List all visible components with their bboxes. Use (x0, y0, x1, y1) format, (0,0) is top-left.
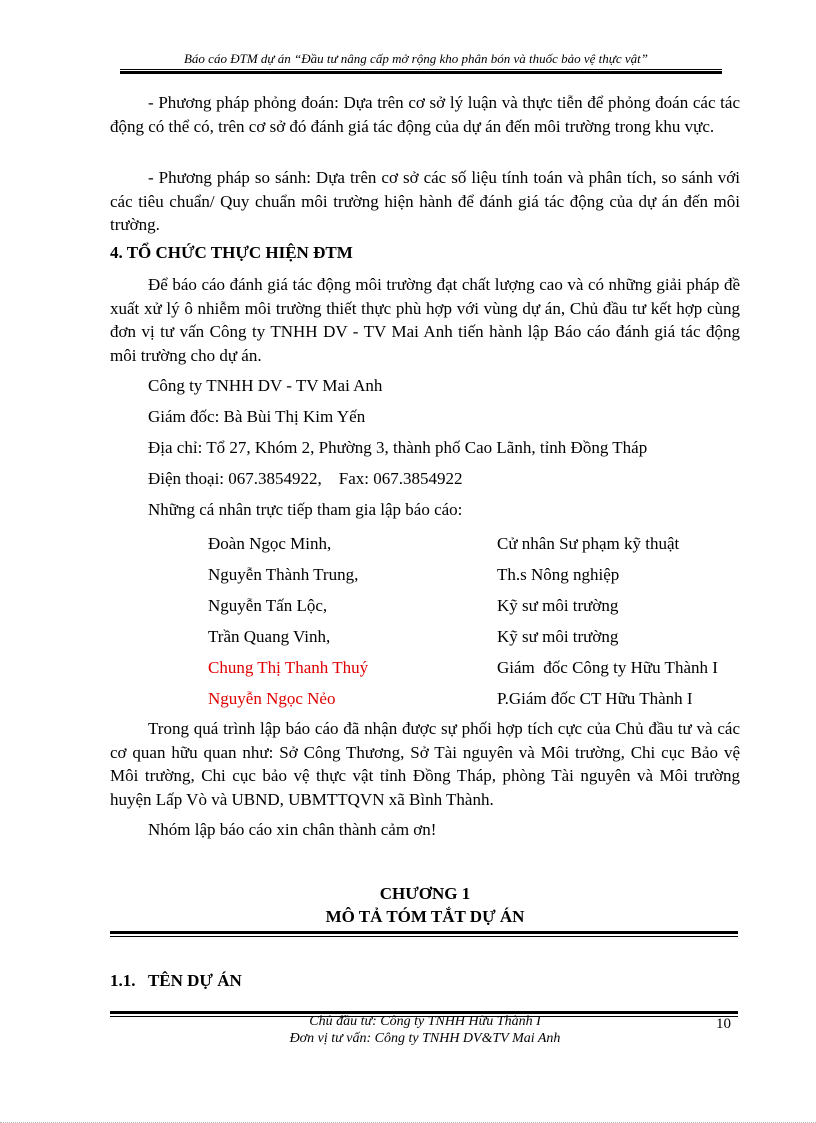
footer-consultant: Đơn vị tư vấn: Công ty TNHH DV&TV Mai Anh (289, 1031, 561, 1046)
participant-name: Trần Quang Vinh, (208, 627, 331, 646)
director-line: Giám đốc: Bà Bùi Thị Kim Yến (148, 407, 366, 426)
participant-name-highlighted: Nguyễn Ngọc Nẻo (208, 689, 336, 708)
participant-role: Cử nhân Sư phạm kỹ thuật (497, 534, 680, 553)
chapter-rule-thin (110, 936, 738, 937)
participant-name: Đoàn Ngọc Minh, (208, 534, 332, 553)
participant-role: Kỹ sư môi trường (497, 596, 619, 615)
section-1-1-heading: 1.1. TÊN DỰ ÁN (110, 971, 242, 990)
method-prediction-paragraph: - Phương pháp phỏng đoán: Dựa trên cơ sở lý luận và thực tiễn để phỏng đoán các tác động có thể có, trên cơ sở đó đánh giá tác động của dự án đến môi trường trong khu vực. (110, 93, 740, 136)
chapter-number: CHƯƠNG 1 (379, 884, 471, 903)
header-rule-thick (120, 71, 722, 74)
chapter-rule-thick (110, 931, 738, 934)
page-number: 10 (716, 1016, 731, 1032)
participants-intro: Những cá nhân trực tiếp tham gia lập báo cáo: (148, 500, 463, 519)
participant-name-highlighted: Chung Thị Thanh Thuý (208, 658, 369, 677)
participant-role: Giám đốc Công ty Hữu Thành I (497, 658, 718, 677)
header-rule-thin (120, 69, 722, 70)
participant-role: Th.s Nông nghiệp (497, 565, 620, 584)
acknowledgement-paragraph: Trong quá trình lập báo cáo đã nhận được sự phối hợp tích cực của Chủ đầu tư và các cơ quan hữu quan như: Sở Công Thương, Sở Tài nguyên và Môi trường, Chi cục Bảo vệ Môi trường, Chi cục bảo vệ thực vật tỉnh Đồng Tháp, phòng Tài nguyên và Môi trường huyện Lấp Vò và UBND, UBMTTQVN xã Bình Thành. (110, 719, 740, 809)
method-comparison-paragraph: - Phương pháp so sánh: Dựa trên cơ sở các số liệu tính toán và phân tích, so sánh với các tiêu chuẩn/ Quy chuẩn môi trường hiện hành để đánh giá tác động của dự án đến môi trường. (110, 168, 740, 234)
running-header: Báo cáo ĐTM dự án “Đầu tư nâng cấp mở rộng kho phân bón và thuốc bảo vệ thực vật” (183, 51, 649, 66)
section-4-intro: Để báo cáo đánh giá tác động môi trường đạt chất lượng cao và có những giải pháp đề xuất xử lý ô nhiễm môi trường thiết thực phù hợp với vùng dự án, Chủ đầu tư kết hợp cùng đơn vị tư vấn Công ty TNHH DV - TV Mai Anh tiến hành lập Báo cáo đánh giá tác động môi trường cho dự án. (110, 275, 740, 365)
section-4-heading: 4. TỔ CHỨC THỰC HIỆN ĐTM (110, 243, 353, 262)
chapter-title: MÔ TẢ TÓM TẮT DỰ ÁN (325, 907, 525, 926)
participant-role: Kỹ sư môi trường (497, 627, 619, 646)
phone-fax-line: Điện thoại: 067.3854922, Fax: 067.3854922 (148, 469, 463, 488)
footer-investor: Chủ đầu tư: Công ty TNHH Hữu Thành I (309, 1014, 541, 1029)
thanks-line: Nhóm lập báo cáo xin chân thành cảm ơn! (148, 820, 437, 839)
participant-name: Nguyễn Thành Trung, (208, 565, 359, 584)
address-line: Địa chỉ: Tổ 27, Khóm 2, Phường 3, thành phố Cao Lãnh, tỉnh Đồng Tháp (148, 438, 648, 457)
participant-name: Nguyễn Tấn Lộc, (208, 596, 328, 615)
participant-role: P.Giám đốc CT Hữu Thành I (497, 689, 693, 708)
company-name: Công ty TNHH DV - TV Mai Anh (148, 376, 383, 395)
